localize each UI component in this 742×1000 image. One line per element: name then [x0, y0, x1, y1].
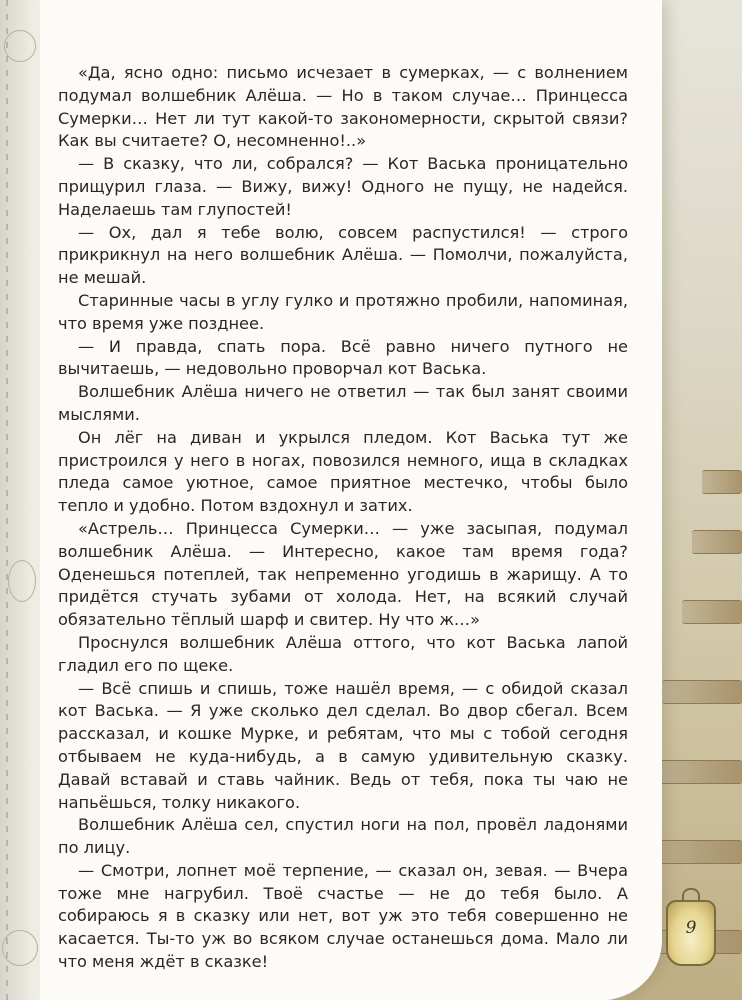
book-spine [652, 760, 742, 784]
swirl-ornament [4, 30, 36, 62]
book-spine [702, 470, 742, 494]
paragraph: Он лёг на диван и укрылся пледом. Кот Васька тут же пристроился у него в ногах, повозился немного, ища в складках пледа самое уютное, самое приятное местечко, чтобы было тепло и удобно. Потом вздохнул и затих. [58, 427, 628, 516]
book-spine [682, 600, 742, 624]
lantern-icon [666, 900, 716, 966]
paragraph: — Смотри, лопнет моё терпение, — сказал он, зевая. — Вчера тоже мне нагрубил. Твоё счастье — не до тебя было. А собираюсь я в сказку или нет, вот уж это тебя совершенно не касается. Ты-то уж во всяком случае останешься дома. Мало ли что меня ждёт в сказке! [58, 860, 628, 972]
page-number: 9 [685, 918, 697, 938]
paragraph: Проснулся волшебник Алёша оттого, что кот Васька лапой гладил его по щеке. [58, 632, 628, 675]
book-spine [662, 680, 742, 704]
story-text [58, 62, 628, 974]
paragraph: — В сказку, что ли, собрался? — Кот Васька проницательно прищурил глаза. — Вижу, вижу! Одного не пущу, не надейся. Наделаешь там глупостей! [58, 154, 628, 219]
paragraph: Волшебник Алёша сел, спустил ноги на пол, провёл ладонями по лицу. [58, 815, 628, 858]
paragraph: «Да, ясно одно: письмо исчезает в сумерках, — с волнением подумал волшебник Алёша. — Но в таком случае… Принцесса Сумерки… Нет ли тут какой-то закономерности, скрытой связи? Как вы считаете? О, несомненно!..» [58, 63, 628, 151]
paragraph: «Астрель… Принцесса Сумерки… — уже засыпая, подумал волшебник Алёша. — Интересно, какое там время года? Оденешься потеплей, так непременно угодишь в жарищу. А то придётся стучать зубами от холода. Нет, на всякий случай обязательно тёплый шарф и свитер. Ну что ж…» [58, 518, 628, 630]
paragraph: Волшебник Алёша ничего не ответил — так был занят своими мыслями. [58, 382, 628, 424]
swirl-ornament [8, 560, 36, 602]
book-spine [692, 530, 742, 554]
swirl-ornament [2, 930, 38, 966]
paragraph: — И правда, спать пора. Всё равно ничего путного не вычитаешь, — недовольно проворчал кот Васька. [58, 336, 628, 379]
left-decorative-border [0, 0, 40, 1000]
paragraph: — Всё спишь и спишь, тоже нашёл время, — с обидой сказал кот Васька. — Я уже сколько дел сделал. Во двор сбегал. Всем рассказал, и кошке Мурке, и ребятам, что мы с тобой сегодня отбываем не куда-нибудь, а в самую удивительную сказку. Давай вставай и ставь чайник. Ведь от тебя, пока ты чаю не напьёшься, толку никакого. [58, 678, 628, 812]
paragraph: — Ох, дал я тебе волю, совсем распустился! — строго прикрикнул на него волшебник Алёша. — Помолчи, пожалуйста, не мешай. [58, 222, 628, 288]
paragraph: Старинные часы в углу гулко и протяжно пробили, напоминая, что время уже позднее. [58, 290, 628, 333]
